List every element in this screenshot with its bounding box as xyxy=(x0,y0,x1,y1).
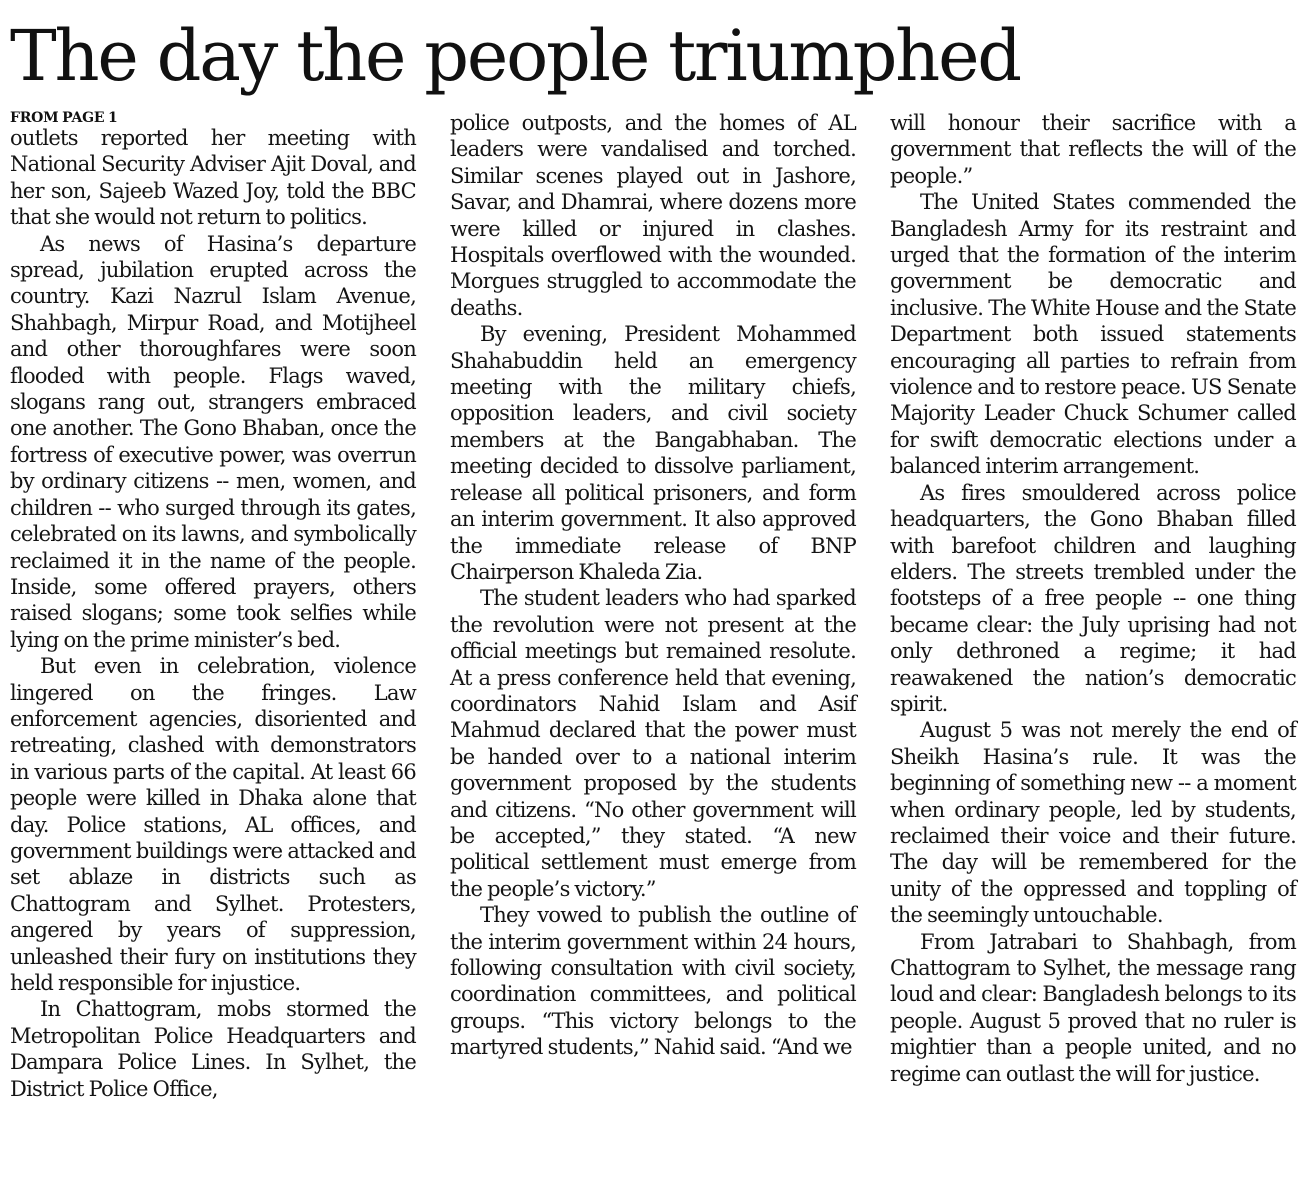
paragraph: As news of Hasina’s departure spread, jubilation erupted across the country. Kazi Nazrul Islam Avenue, Shahbagh, Mirpur Road, and Motijheel and other thoroughfares were soon flooded with people. Flags waved, slogans rang out, strangers embraced one another. The Gono Bhaban, once the fortress of executive power, was overrun by ordinary citizens -- men, women, and children -- who surged through its gates, celebrated on its lawns, and symbolically reclaimed it in the name of the people. Inside, some offered prayers, others raised slogans; some took selfies while lying on the prime minister’s bed. xyxy=(10,231,416,652)
paragraph: The student leaders who had sparked the revolution were not present at the official meetings but remained resolute. At a press conference held that evening, coordinators Nahid Islam and Asif Mahmud declared that the power must be handed over to a national interim government proposed by the students and citizens. “No other government will be accepted,” they stated. “A new political settlement must emerge from the people’s victory.” xyxy=(450,586,856,901)
paragraph: From Jatrabari to Shahbagh, from Chattogram to Sylhet, the message rang loud and clear: Bangladesh belongs to its people. August 5 proved that no ruler is mightier than a people united, and no regime can outlast the will for justice. xyxy=(890,929,1296,1086)
article-column-1 xyxy=(10,110,416,1102)
article-column-2 xyxy=(450,110,856,1061)
paragraph: As fires smouldered across police headquarters, the Gono Bhaban filled with barefoot children and laughing elders. The streets trembled under the footsteps of a free people -- one thing became clear: the July uprising had not only dethroned a regime; it had reawakened the nation’s democratic spirit. xyxy=(890,480,1296,716)
paragraph: will honour their sacrifice with a government that reflects the will of the people.” xyxy=(890,111,1296,188)
headline: The day the people triumphed xyxy=(10,15,1020,97)
article-column-3 xyxy=(890,110,1296,1087)
paragraph: outlets reported her meeting with National Security Adviser Ajit Doval, and her son, Sajeeb Wazed Joy, told the BBC that she would not return to politics. xyxy=(10,126,416,230)
paragraph: In Chattogram, mobs stormed the Metropolitan Police Headquarters and Dampara Police Lines. In Sylhet, the District Police Office, xyxy=(10,997,416,1101)
paragraph: But even in celebration, violence lingered on the fringes. Law enforcement agencies, disoriented and retreating, clashed with demonstrators in various parts of the capital. At least 66 people were killed in Dhaka alone that day. Police stations, AL offices, and government buildings were attacked and set ablaze in districts such as Chattogram and Sylhet. Protesters, angered by years of suppression, unleashed their fury on institutions they held responsible for injustice. xyxy=(10,654,416,995)
continued-from-kicker: FROM PAGE 1 xyxy=(10,110,118,126)
paragraph: police outposts, and the homes of AL leaders were vandalised and torched. Similar scenes played out in Jashore, Savar, and Dhamrai, where dozens more were killed or injured in clashes. Hospitals overflowed with the wounded. Morgues struggled to accommodate the deaths. xyxy=(450,111,856,320)
paragraph: They vowed to publish the outline of the interim government within 24 hours, following consultation with civil society, coordination committees, and political groups. “This victory belongs to the martyred students,” Nahid said. “And we xyxy=(450,903,856,1060)
paragraph: By evening, President Mohammed Shahabuddin held an emergency meeting with the military chiefs, opposition leaders, and civil society members at the Bangabhaban. The meeting decided to dissolve parliament, release all political prisoners, and form an interim government. It also approved the immediate release of BNP Chairperson Khaleda Zia. xyxy=(450,322,856,584)
paragraph: The United States commended the Bangladesh Army for its restraint and urged that the formation of the interim government be democratic and inclusive. The White House and the State Department both issued statements encouraging all parties to refrain from violence and to restore peace. US Senate Majority Leader Chuck Schumer called for swift democratic elections under a balanced interim arrangement. xyxy=(890,190,1296,479)
paragraph: August 5 was not merely the end of Sheikh Hasina’s rule. It was the beginning of something new -- a moment when ordinary people, led by students, reclaimed their voice and their future. The day will be remembered for the unity of the oppressed and toppling of the seemingly untouchable. xyxy=(890,718,1296,928)
